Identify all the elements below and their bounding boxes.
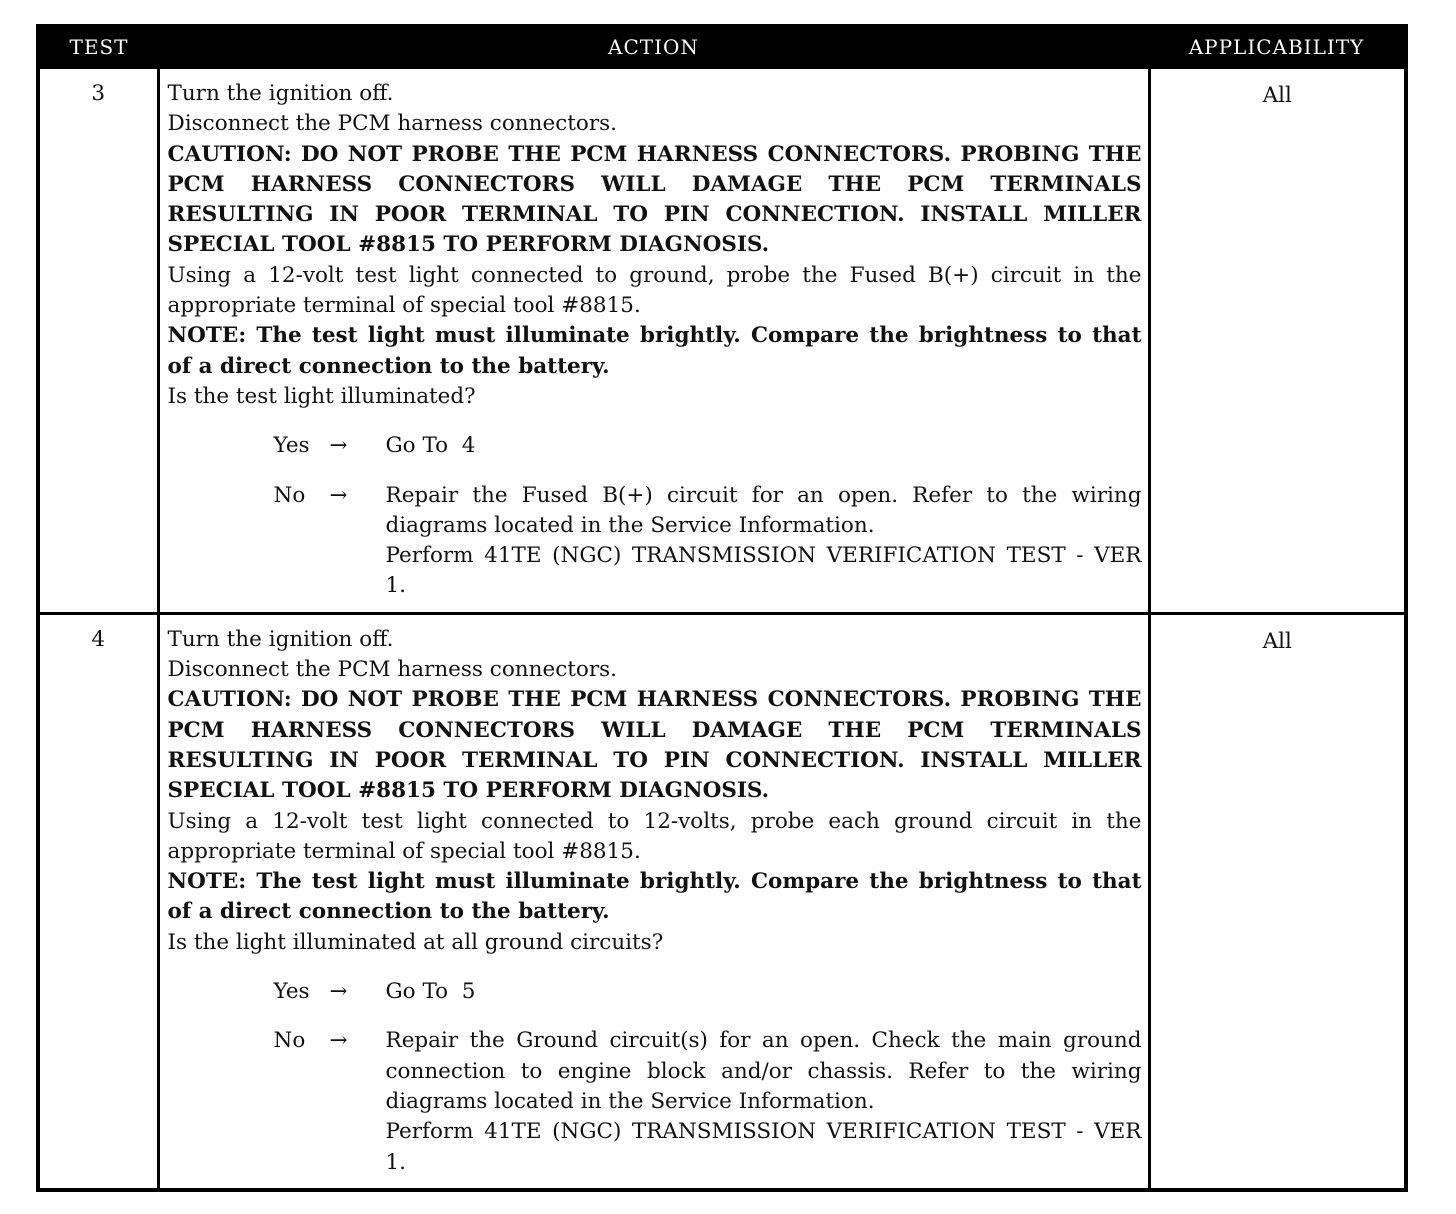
- right-arrow-icon: →: [329, 1028, 348, 1054]
- caution-text: CAUTION: DO NOT PROBE THE PCM HARNESS CONNECTORS. PROBING THE PCM HARNESS CONNECTORS WILL DAMAGE THE PCM TERMINALS RESULTING IN POOR TERMINAL TO PIN CONNECTION. INSTALL MILLER SPECIAL TOOL #8815 TO PERFORM DIAGNOSIS.: [167, 687, 1142, 804]
- no-branch: [168, 481, 1142, 602]
- instruction-text: Using a 12-volt test light connected to ground, probe the Fused B(+) circuit in the appropriate terminal of special tool #8815.: [167, 262, 1142, 319]
- column-header-test: TEST: [38, 26, 158, 68]
- yes-action: [386, 977, 1142, 1007]
- question-text: Is the light illuminated at all ground circuits?: [167, 929, 664, 955]
- table-row: [38, 613, 1406, 1190]
- right-arrow-icon: →: [329, 482, 348, 508]
- action-cell: [158, 613, 1149, 1190]
- column-header-applicability: APPLICABILITY: [1149, 26, 1406, 68]
- yes-branch: [168, 431, 1142, 461]
- instruction-text: Using a 12-volt test light connected to 12-volts, probe each ground circuit in the appropriate terminal of special tool #8815.: [167, 808, 1142, 864]
- yes-label: Yes: [273, 433, 310, 459]
- goto-link[interactable]: Go To 5: [385, 979, 476, 1005]
- step-text: Disconnect the PCM harness connectors.: [167, 657, 617, 683]
- repair-text: Repair the Fused B(+) circuit for an open. Refer to the wiring diagrams located in the Service Information.: [385, 482, 1142, 538]
- no-branch: [168, 1026, 1142, 1177]
- table-header: [38, 26, 1406, 68]
- table-row: [38, 68, 1406, 614]
- diagnostic-test-table: [36, 24, 1408, 1192]
- step-text: Turn the ignition off.: [167, 626, 394, 652]
- applicability-value: All: [1149, 68, 1406, 614]
- step-text: Disconnect the PCM harness connectors.: [167, 111, 617, 137]
- test-number: 3: [38, 68, 158, 614]
- no-label: No: [273, 482, 306, 508]
- note-text: NOTE: The test light must illuminate brightly. Compare the brightness to that of a direct connection to the battery.: [167, 869, 1142, 925]
- question-text: Is the test light illuminated?: [167, 383, 476, 409]
- yes-action: [386, 431, 1142, 461]
- step-text: Turn the ignition off.: [167, 81, 394, 106]
- note-text: NOTE: The test light must illuminate brightly. Compare the brightness to that of a direct connection to the battery.: [167, 323, 1142, 379]
- action-cell: [158, 68, 1149, 614]
- no-label: No: [273, 1028, 306, 1054]
- right-arrow-icon: →: [329, 433, 348, 459]
- yes-branch: [168, 977, 1142, 1007]
- applicability-value: All: [1149, 613, 1406, 1190]
- verification-text: Perform 41TE (NGC) TRANSMISSION VERIFICATION TEST - VER 1.: [385, 1119, 1142, 1175]
- test-number: 4: [38, 613, 158, 1190]
- right-arrow-icon: →: [329, 979, 348, 1005]
- yes-label: Yes: [273, 979, 310, 1005]
- column-header-action: ACTION: [158, 26, 1149, 68]
- repair-text: Repair the Ground circuit(s) for an open. Check the main ground connection to engine block and/or chassis. Refer to the wiring diagrams located in the Service Information.: [385, 1028, 1142, 1114]
- goto-link[interactable]: Go To 4: [385, 433, 476, 459]
- no-action: [386, 1026, 1142, 1177]
- verification-text: Perform 41TE (NGC) TRANSMISSION VERIFICATION TEST - VER 1.: [385, 543, 1142, 599]
- no-action: [386, 481, 1142, 602]
- caution-text: CAUTION: DO NOT PROBE THE PCM HARNESS CONNECTORS. PROBING THE PCM HARNESS CONNECTORS WILL DAMAGE THE PCM TERMINALS RESULTING IN POOR TERMINAL TO PIN CONNECTION. INSTALL MILLER SPECIAL TOOL #8815 TO PERFORM DIAGNOSIS.: [167, 141, 1142, 258]
